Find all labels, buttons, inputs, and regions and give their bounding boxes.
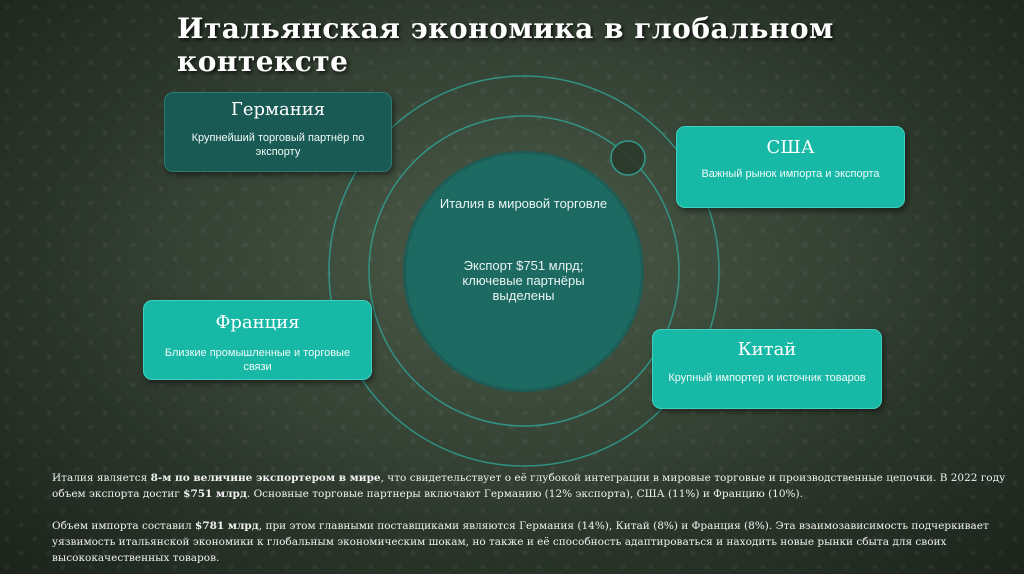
hub-title: Италия в мировой торговле (439, 196, 608, 211)
page-title: Итальянская экономика в глобальном контексте (177, 12, 834, 78)
partner-name: США (766, 137, 815, 158)
text-bold: $751 млрд (183, 488, 247, 500)
text-run: , при этом главными поставщиками являются Германия (14%), Китай (8%) и Франция (8%). Эта взаимозависимость подчеркивает уязвимость итальянской экономики к глобальным экономическим шокам, но также и её способность адаптироваться и находить новые рынки сбыта для своих высококачественных товаров. (52, 520, 989, 564)
partner-card-france (143, 300, 372, 380)
ring-node (611, 141, 645, 175)
text-bold: 8-м по величине экспортером в мире (150, 472, 381, 484)
partner-desc: Близкие промышленные и торговые связи (164, 347, 351, 373)
partner-name: Германия (230, 99, 326, 120)
partner-card-usa (676, 126, 905, 208)
paragraph-export (52, 470, 1012, 502)
text-bold: $781 млрд (195, 520, 259, 532)
partner-desc: Крупный импортер и источник товаров (668, 372, 866, 384)
hub-circle (403, 151, 644, 392)
text-run: Объем импорта составил (52, 520, 196, 532)
partner-name: Китай (737, 339, 797, 360)
partner-card-germany (164, 92, 392, 172)
partner-desc: Крупнейший торговый партнёр по экспорту (191, 132, 365, 158)
hub-text: Экспорт $751 млрд; ключевые партнёры выделены (462, 258, 585, 303)
partner-desc: Важный рынок импорта и экспорта (701, 168, 880, 180)
text-run: Италия является (52, 472, 151, 484)
text-run: , что свидетельствует о её глубокой интеграции в мировые торговые и производственные цепочки. В 2022 году объем экспорта достиг (52, 472, 1006, 500)
paragraph-import (52, 518, 1012, 566)
text-run: . Основные торговые партнеры включают Германию (12% экспорта), США (11%) и Францию (10%). (246, 488, 803, 500)
partner-card-china (652, 329, 882, 409)
partner-name: Франция (215, 312, 300, 333)
